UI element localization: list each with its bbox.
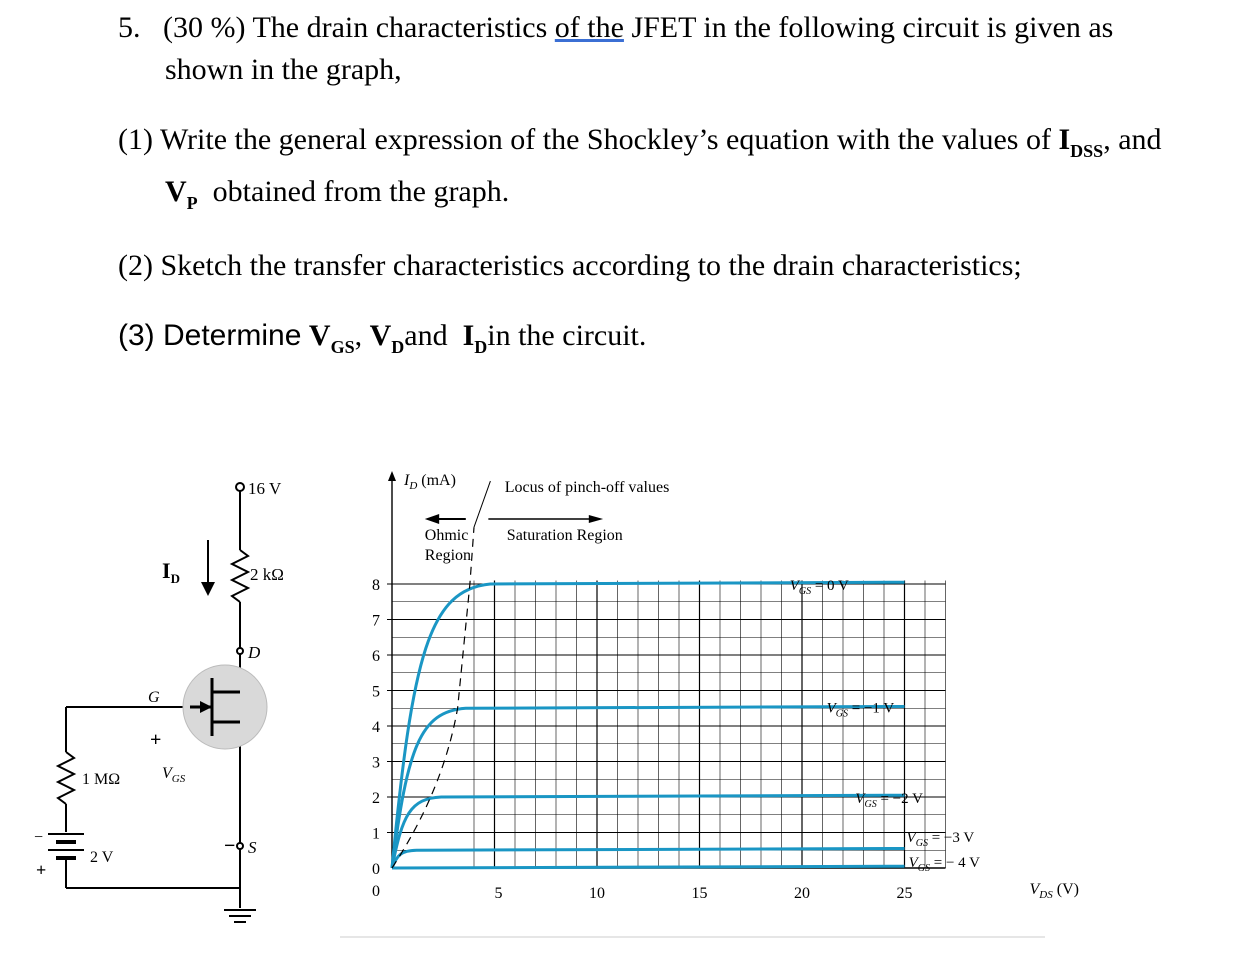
vp-symbol: V: [165, 175, 187, 208]
curve-vgs-4: [392, 866, 905, 868]
intro-line-2: shown in the graph,: [165, 53, 402, 86]
chart-axes: [387, 471, 946, 868]
y-tick-label: 6: [372, 648, 380, 665]
curve-label-1: $V_{GS} = -1$ V: [826, 700, 895, 720]
vgs-subscript: GS: [330, 337, 355, 357]
jfet-circuit: [0, 470, 320, 950]
y-tick-label: 1: [372, 825, 380, 843]
battery-plus-sign: +: [36, 860, 47, 880]
x-tick-label: 5: [494, 885, 503, 902]
drain-label: D: [248, 643, 261, 662]
y-tick-label: 3: [372, 754, 380, 772]
vp-subscript: P: [186, 193, 198, 213]
source-label: S: [248, 838, 257, 857]
battery-minus-sign: −: [34, 829, 44, 846]
part-1-prefix: (1) Write the general expression of the Shockley’s equation with the values of: [118, 123, 1051, 156]
gate-plus: +: [150, 729, 162, 751]
id-label-sub: D: [170, 571, 180, 586]
chart-curves: [392, 481, 905, 868]
y-tick-label: 2: [372, 790, 380, 807]
x-tick-label: 10: [589, 885, 605, 902]
battery-label: 2 V: [90, 849, 114, 866]
chart-grid: [392, 580, 946, 868]
x-tick-label: 20: [794, 885, 810, 902]
x-axis-title: $V_{DS}$ (V): [1029, 881, 1079, 901]
problem-number: 5.: [118, 11, 141, 44]
part-3-and: and: [404, 319, 448, 352]
ohmic-arrow-icon: [425, 514, 439, 524]
y-axis-arrow-icon: [388, 471, 396, 481]
chart-labels: [372, 472, 1079, 902]
part-1-and: , and: [1103, 123, 1162, 156]
drain-resistor-label: 2 kΩ: [250, 565, 284, 584]
y-axis-title: $I_D$ (mA): [404, 472, 456, 492]
idss-symbol: I: [1058, 123, 1071, 156]
curve-label-4: $V_{GS}$ = − 4 V: [908, 854, 980, 874]
gate-label: G: [148, 689, 160, 706]
curve-label-2: $V_{GS} = -2$ V: [855, 791, 923, 810]
supply-label: 16 V: [248, 479, 282, 498]
part-1-suffix: obtained from the graph.: [212, 175, 510, 208]
curve-label-0: $V_{GS} = 0$ V: [789, 578, 849, 597]
vd-symbol: V: [369, 319, 392, 352]
part-2: (2) Sketch the transfer characteristics according to the drain characteristics;: [118, 249, 1022, 282]
ohmic-label-2: Region: [424, 547, 472, 564]
x-tick-label: 25: [896, 885, 913, 902]
locus-label: Locus of pinch-off values: [504, 479, 670, 496]
x-origin-label: 0: [372, 883, 380, 900]
curve-vgs-0: [392, 582, 905, 868]
intro-text-of-the: of the: [554, 11, 624, 44]
curve-vgs-1: [392, 706, 905, 868]
id-arrow-icon: [201, 582, 215, 596]
vgs-circuit-label: [162, 765, 186, 785]
problem-line-1: [118, 10, 1113, 46]
vd-subscript: D: [391, 337, 405, 357]
id-symbol: I: [462, 319, 475, 352]
y-tick-label: 4: [372, 719, 380, 736]
curve-label-3: $V_{GS} = -3$ V: [906, 830, 975, 850]
y-tick-label: 5: [372, 683, 380, 701]
gate-resistor: [58, 752, 74, 804]
vgs-symbol: V: [308, 319, 331, 352]
x-tick-label: 15: [691, 885, 708, 902]
part-1-line-1: [118, 122, 1162, 169]
idss-subscript: DSS: [1070, 141, 1104, 161]
part-3-comma: ,: [354, 319, 363, 352]
pinch-off-locus: [392, 527, 474, 868]
part-3-prefix: (3) Determine: [118, 319, 302, 352]
ohmic-label-1: Ohmic: [424, 527, 469, 544]
problem-weight: (30 %): [163, 11, 246, 44]
intro-text-a: The drain characteristics: [252, 11, 548, 44]
source-terminal: [237, 843, 243, 849]
y-tick-label: 7: [372, 612, 380, 630]
id-subscript: D: [474, 337, 488, 357]
part-3-suffix: in the circuit.: [487, 319, 647, 352]
y-tick-label: 0: [372, 861, 380, 878]
curve-vgs-2: [392, 795, 905, 868]
id-label: [162, 558, 180, 586]
gate-resistor-label: 1 MΩ: [82, 771, 121, 788]
supply-terminal: [236, 483, 244, 491]
vgs-circuit-main: V: [162, 765, 172, 782]
drain-resistor: [232, 550, 248, 602]
locus-leader: [474, 481, 490, 527]
part-1-line-2: [165, 174, 509, 221]
id-label-main: I: [162, 558, 171, 583]
drain-terminal: [237, 648, 243, 654]
saturation-arrow-icon: [589, 515, 603, 523]
drain-characteristics-chart: [340, 465, 1100, 945]
saturation-label: Saturation Region: [506, 527, 623, 544]
y-tick-label: 8: [372, 577, 380, 594]
part-3: [118, 318, 646, 365]
intro-text-b: JFET in the following circuit is given as: [631, 11, 1114, 44]
source-minus: −: [224, 835, 236, 857]
vgs-circuit-sub: GS: [171, 773, 186, 785]
